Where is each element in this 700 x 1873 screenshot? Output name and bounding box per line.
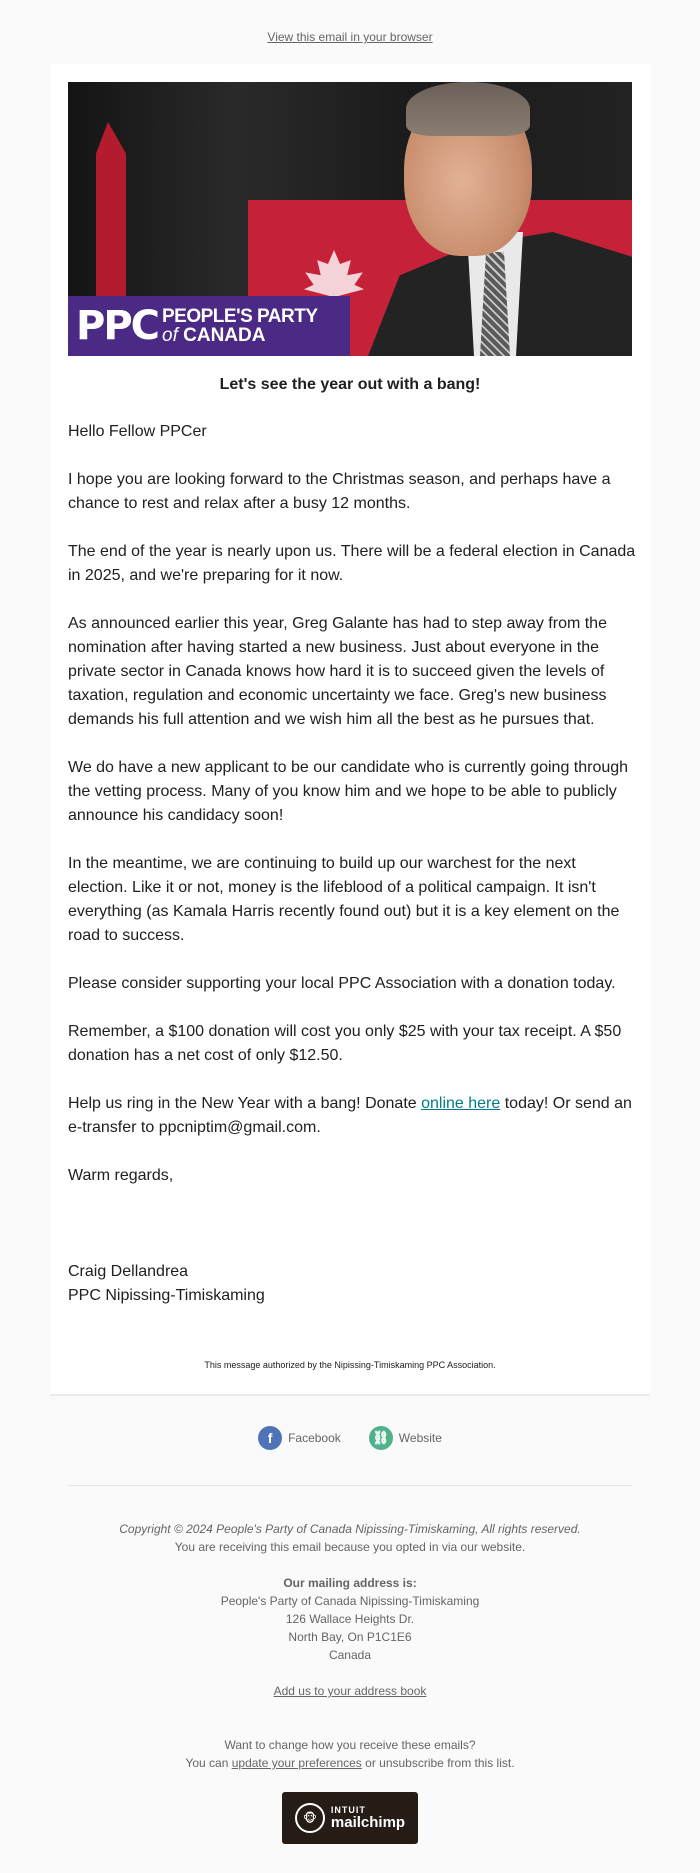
paragraph-1: I hope you are looking forward to the Christmas season, and perhaps have a chance to rest and relax after a busy 12 months. (68, 471, 611, 512)
email-heading: Let's see the year out with a bang! (219, 376, 481, 393)
paragraph-7: Remember, a $100 donation will cost you only $25 with your tax receipt. A $50 donation has a net cost of only $12.50. (68, 1023, 622, 1064)
greeting: Hello Fellow PPCer (68, 423, 207, 440)
address-book-row (0, 1682, 700, 1700)
footer-divider (68, 1485, 632, 1486)
address-country: Canada (328, 1648, 372, 1662)
logo-line-1: PEOPLE'S PARTY (162, 306, 318, 327)
facebook-label: Facebook (288, 1431, 341, 1445)
change-question: Want to change how you receive these emails? (224, 1738, 476, 1752)
signature-org: PPC Nipissing-Timiskaming (68, 1287, 265, 1304)
paragraph-5: In the meantime, we are continuing to build up our warchest for the next election. Like it or not, money is the lifeblood of a political campaign. It isn't everything (as Kamala Harris recently found out) but it is a key element on the road to success. (68, 855, 620, 944)
email-card (50, 64, 650, 1394)
you-can-text: You can (185, 1756, 232, 1770)
paragraph-3: As announced earlier this year, Greg Galante has had to step away from the nomination after having started a new business. Just about everyone in the private sector in Canada knows how hard it is to succeed given the levels of taxation, regulation and economic uncertainty we face. Greg's new business demands his full attention and we wish him all the best as he pursues that. (68, 615, 607, 728)
mailchimp-wordmark (331, 1806, 405, 1830)
mailchimp-text: mailchimp (330, 1814, 406, 1831)
social-links (0, 1426, 700, 1450)
divider (50, 1394, 650, 1396)
mailing-address-heading (0, 1574, 700, 1592)
paragraph-8 (68, 1092, 636, 1140)
authorization-notice: This message authorized by the Nipissing-Timiskaming PPC Association. (204, 1360, 496, 1370)
view-in-browser-link[interactable]: View this email in your browser (267, 30, 433, 44)
footer (0, 1520, 700, 1772)
preheader (0, 0, 700, 72)
website-link[interactable] (369, 1426, 442, 1450)
preferences-row (0, 1754, 700, 1772)
closing: Warm regards, (68, 1167, 174, 1184)
donate-text-before: Help us ring in the New Year with a bang! Donate (68, 1095, 422, 1112)
mailchimp-badge[interactable] (282, 1792, 418, 1844)
address-street: 126 Wallace Heights Dr. (285, 1612, 415, 1626)
add-address-book-link[interactable]: Add us to your address book (273, 1684, 427, 1698)
portrait-hair (406, 82, 530, 136)
address-city: North Bay, On P1C1E6 (288, 1630, 412, 1644)
paragraph-2: The end of the year is nearly upon us. There will be a federal election in Canada in 2025, and we're preparing for it now. (68, 543, 636, 584)
facebook-icon: f (258, 1426, 282, 1450)
paragraph-4: We do have a new applicant to be our candidate who is currently going through the vetting process. Many of you know him and we hope to be able to publicly announce his candidacy soon! (68, 759, 629, 824)
signature (68, 1260, 636, 1308)
update-preferences-link[interactable]: update your preferences (231, 1756, 362, 1770)
donate-online-link[interactable]: online here (421, 1095, 501, 1112)
ppc-logo (68, 296, 350, 356)
mailing-heading-text: Our mailing address is: (283, 1576, 417, 1590)
logo-of: of (162, 325, 178, 346)
paragraph-6: Please consider supporting your local PPC Association with a donation today. (68, 975, 616, 992)
website-label: Website (398, 1431, 442, 1445)
email-body (68, 420, 636, 1332)
logo-canada: CANADA (183, 325, 266, 346)
donate-text-after: today! Or send an e-transfer to ppcniptim@gmail.com. (68, 1095, 632, 1136)
freddie-icon: 🐵 (295, 1803, 325, 1833)
facebook-link[interactable] (258, 1426, 341, 1450)
logo-line-2 (162, 326, 318, 345)
address-name: People's Party of Canada Nipissing-Timiskaming (220, 1594, 480, 1608)
unsubscribe-text: or unsubscribe from this list. (361, 1756, 515, 1770)
ppc-logo-wordmark (162, 307, 318, 345)
opt-in-reason: You are receiving this email because you opted in via our website. (174, 1540, 526, 1554)
hero-image (68, 82, 632, 356)
link-icon: ⛓ (369, 1426, 393, 1450)
copyright-text: Copyright © 2024 People's Party of Canada Nipissing-Timiskaming, All rights reserved. (119, 1522, 581, 1536)
copyright (0, 1520, 700, 1538)
signature-name: Craig Dellandrea (68, 1263, 189, 1280)
intuit-text: INTUIT (330, 1805, 366, 1815)
ppc-logo-mark: PPC (76, 303, 158, 349)
